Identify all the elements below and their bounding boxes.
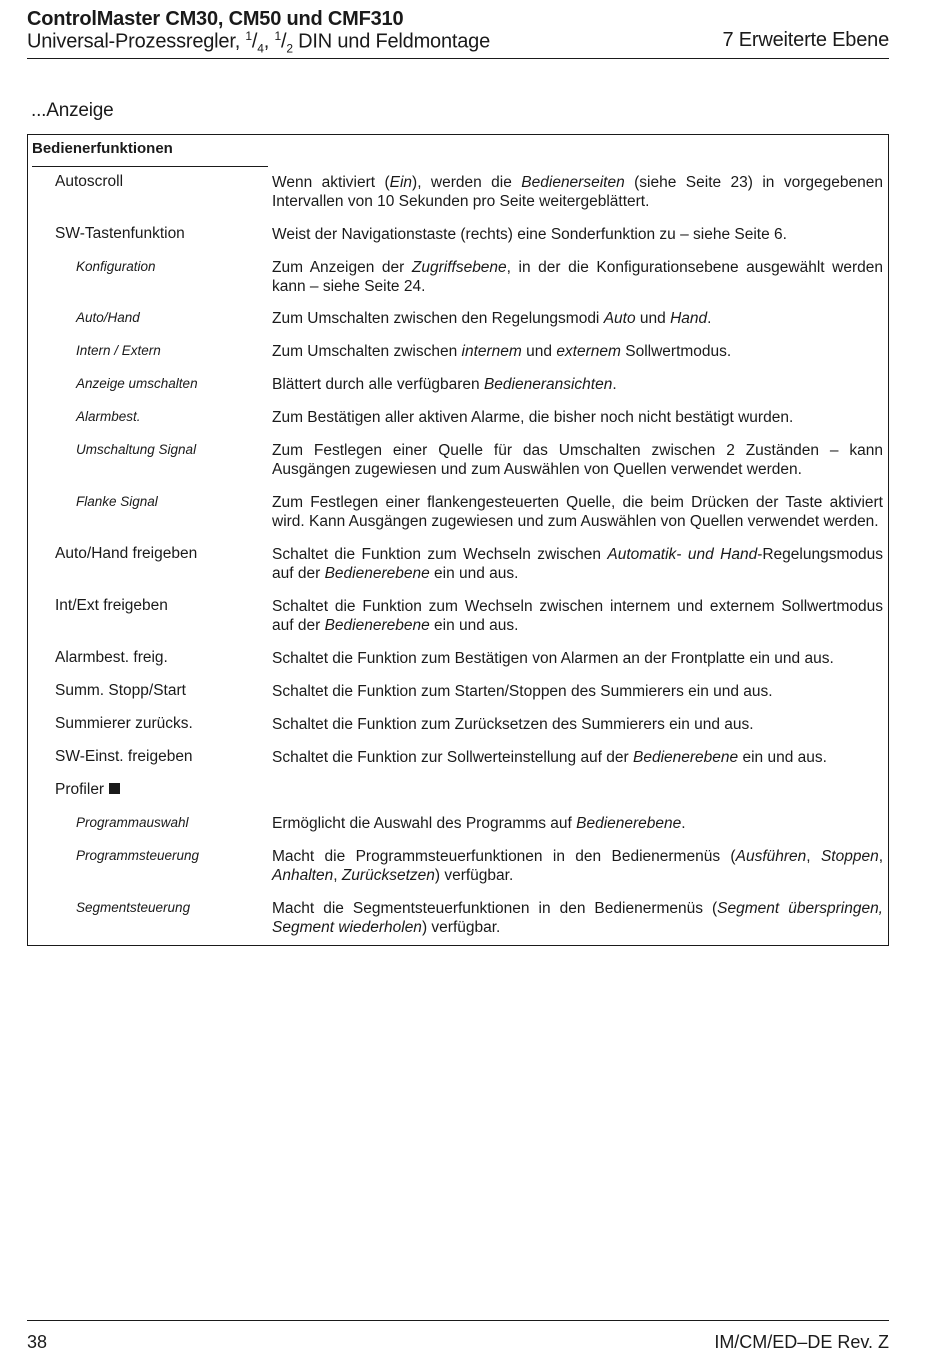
heading-underline [32, 166, 268, 167]
row-label: Segmentsteuerung [76, 900, 191, 915]
row-description: Ermöglicht die Auswahl des Programms auf Bedienerebene. [272, 815, 686, 832]
row-label: Autoscroll [55, 173, 124, 190]
row-description: Wenn aktiviert (Ein), werden die Bedienerseiten (siehe Seite 23) in vorgegebenen Intervallen von 10 Sekunden pro Seite weitergeblättert. [272, 174, 883, 210]
row-label: Summierer zurücks. [55, 715, 193, 732]
fraction-denominator: 2 [286, 41, 293, 56]
row-label: Flanke Signal [76, 494, 158, 509]
row-label: Alarmbest. freig. [55, 649, 168, 666]
row-description: Zum Festlegen einer flankengesteuerten Quelle, die beim Drücken der Taste aktiviert wird. Kann Ausgängen zugewiesen und zum Auswählen von Quellen verwendet werden. [272, 494, 883, 530]
row-label: Umschaltung Signal [76, 442, 197, 457]
row-description: Blättert durch alle verfügbaren Bedieneransichten. [272, 376, 617, 393]
section-title: ...Anzeige [31, 100, 114, 121]
row-label: Int/Ext freigeben [55, 597, 168, 614]
row-label: Auto/Hand freigeben [55, 545, 198, 562]
operator-functions-table [27, 134, 889, 946]
profiler-label: Profiler [55, 781, 105, 798]
row-label [55, 781, 120, 799]
row-description: Schaltet die Funktion zum Bestätigen von Alarmen an der Frontplatte ein und aus. [272, 650, 834, 667]
row-label: Programmauswahl [76, 815, 189, 830]
table-heading: Bedienerfunktionen [32, 140, 173, 157]
subtitle-separator: , [263, 30, 275, 53]
row-description: Schaltet die Funktion zum Wechseln zwischen internem und externem Sollwertmodus auf der Bedienerebene ein und aus. [272, 598, 883, 634]
chapter-title: 7 Erweiterte Ebene [722, 29, 889, 51]
subtitle-text: Universal-Prozessregler, [27, 30, 246, 53]
square-marker-icon [109, 783, 120, 794]
row-description: Macht die Programmsteuerfunktionen in den Bedienermenüs (Ausführen, Stoppen, Anhalten, Zurücksetzen) verfügbar. [272, 848, 883, 884]
row-label: SW-Einst. freigeben [55, 748, 193, 765]
row-label: SW-Tastenfunktion [55, 225, 185, 242]
row-description: Weist der Navigationstaste (rechts) eine Sonderfunktion zu – siehe Seite 6. [272, 226, 787, 243]
row-description: Zum Bestätigen aller aktiven Alarme, die bisher noch nicht bestätigt wurden. [272, 409, 794, 426]
document-subtitle: Universal-Prozessregler, $^1/_4$, $^1/_2$ DIN und Feldmontage [27, 29, 491, 56]
row-label: Summ. Stopp/Start [55, 682, 186, 699]
document-reference: IM/CM/ED–DE Rev. Z [714, 1332, 889, 1352]
row-description: Schaltet die Funktion zum Wechseln zwischen Automatik- und Hand-Regelungsmodus auf der Bedienerebene ein und aus. [272, 546, 883, 582]
row-label: Intern / Extern [76, 343, 161, 358]
row-label: Anzeige umschalten [76, 376, 198, 391]
subtitle-text: DIN und Feldmontage [292, 30, 491, 53]
row-description: Schaltet die Funktion zum Zurücksetzen des Summierers ein und aus. [272, 716, 754, 733]
row-label: Konfiguration [76, 259, 156, 274]
row-description: Schaltet die Funktion zur Sollwerteinstellung auf der Bedienerebene ein und aus. [272, 749, 827, 766]
fraction-denominator: 4 [257, 41, 264, 56]
row-description: Schaltet die Funktion zum Starten/Stoppen des Summierers ein und aus. [272, 683, 773, 700]
page-header [27, 8, 889, 59]
document-title: ControlMaster CM30, CM50 und CMF310 [27, 8, 404, 30]
row-description: Zum Festlegen einer Quelle für das Umschalten zwischen 2 Zuständen – kann Ausgängen zugewiesen und zum Auswählen von Quellen verwendet werden. [272, 442, 883, 478]
row-label: Alarmbest. [76, 409, 141, 424]
row-description: Macht die Segmentsteuerfunktionen in den Bedienermenüs (Segment überspringen, Segment wiederholen) verfügbar. [272, 900, 883, 936]
page-number: 38 [27, 1332, 48, 1352]
row-description: Zum Umschalten zwischen den Regelungsmodi Auto und Hand. [272, 310, 712, 327]
fraction-numerator: 1 [245, 29, 252, 43]
row-description: Zum Anzeigen der Zugriffsebene, in der die Konfigurationsebene ausgewählt werden kann – siehe Seite 24. [272, 259, 883, 295]
fraction-numerator: 1 [274, 29, 281, 43]
row-label: Auto/Hand [76, 310, 140, 325]
row-description: Zum Umschalten zwischen internem und externem Sollwertmodus. [272, 343, 732, 360]
row-label: Programmsteuerung [76, 848, 200, 863]
page-footer [27, 1320, 889, 1352]
